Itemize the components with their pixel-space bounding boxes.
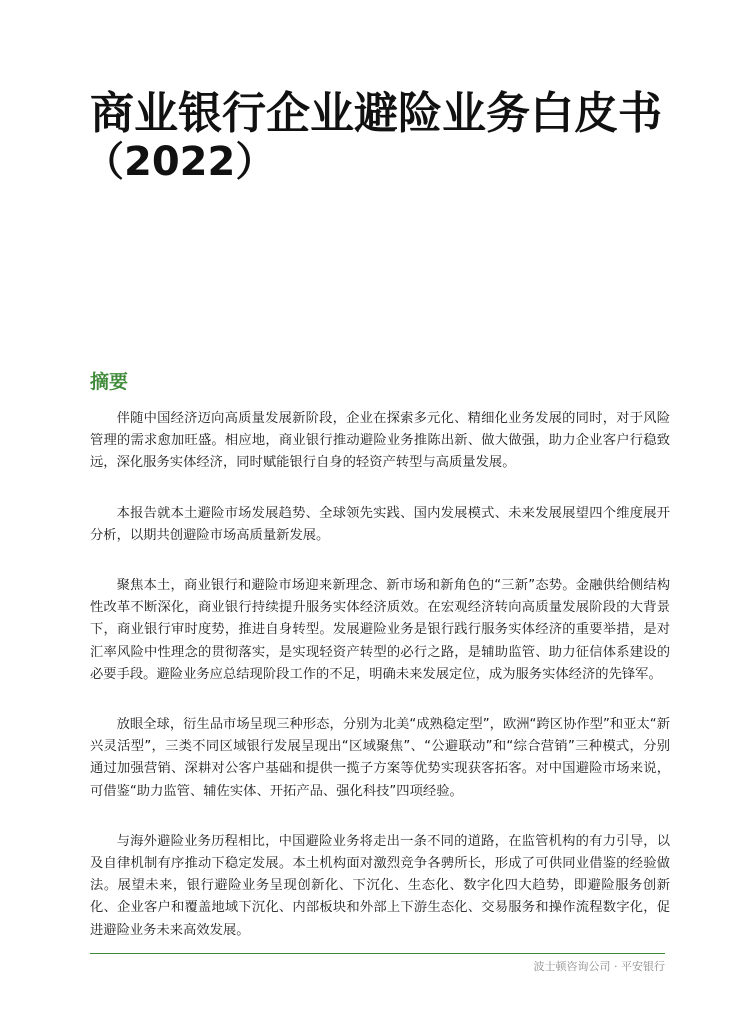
abstract-paragraph-4: 放眼全球，衍生品市场呈现三种形态，分别为北美“成熟稳定型”，欧洲“跨区协作型”和亚太“新兴灵活型”，三类不同区域银行发展呈现出“区域聚焦”、“公避联动”和“综合营销”三种模式，分别通过加强营销、深耕对公客户基础和提供一揽子方案等优势实现获客拓客。对中国避险市场来说，可借鉴“助力监管、辅佐实体、开拓产品、强化科技”四项经验。 [90, 717, 670, 799]
abstract-paragraph-3: 聚焦本土，商业银行和避险市场迎来新理念、新市场和新角色的“三新”态势。金融供给侧结构性改革不断深化，商业银行持续提升服务实体经济质效。在宏观经济转向高质量发展阶段的大背景下，商业银行审时度势，推进自身转型。发展避险业务是银行践行服务实体经济的重要举措，是对汇率风险中性理念的贯彻落实，是实现轻资产转型的必行之路，是辅助监管、助力征信体系建设的必要手段。避险业务应总结现阶段工作的不足，明确未来发展定位，成为服务实体经济的先锋军。 [90, 578, 670, 682]
footer-attribution: 波士顿咨询公司 · 平安银行 [533, 960, 665, 973]
abstract-paragraph-1: 伴随中国经济迈向高质量发展新阶段，企业在探索多元化、精细化业务发展的同时，对于风险管理的需求愈加旺盛。相应地，商业银行推动避险业务推陈出新、做大做强，助力企业客户行稳致远，深化服务实体经济，同时赋能银行自身的轻资产转型与高质量发展。 [90, 411, 670, 471]
document-subtitle-year: （2022） [84, 139, 276, 185]
abstract-paragraph-2: 本报告就本土避险市场发展趋势、全球领先实践、国内发展模式、未来发展展望四个维度展开分析，以期共创避险市场高质量新发展。 [90, 505, 670, 543]
abstract-heading: 摘要 [90, 371, 129, 393]
footer-divider [90, 953, 665, 954]
abstract-paragraph-5: 与海外避险业务历程相比，中国避险业务将走出一条不同的道路，在监管机构的有力引导，以及自律机制有序推动下稳定发展。本土机构面对激烈竞争各骋所长，形成了可供同业借鉴的经验做法。展望未来，银行避险业务呈现创新化、下沉化、生态化、数字化四大趋势，即避险服务创新化、企业客户和覆盖地域下沉化、内部板块和外部上下游生态化、交易服务和操作流程数字化，促进避险业务未来高效发展。 [90, 833, 670, 938]
document-title: 商业银行企业避险业务白皮书 [90, 88, 662, 139]
abstract-body [90, 408, 670, 970]
